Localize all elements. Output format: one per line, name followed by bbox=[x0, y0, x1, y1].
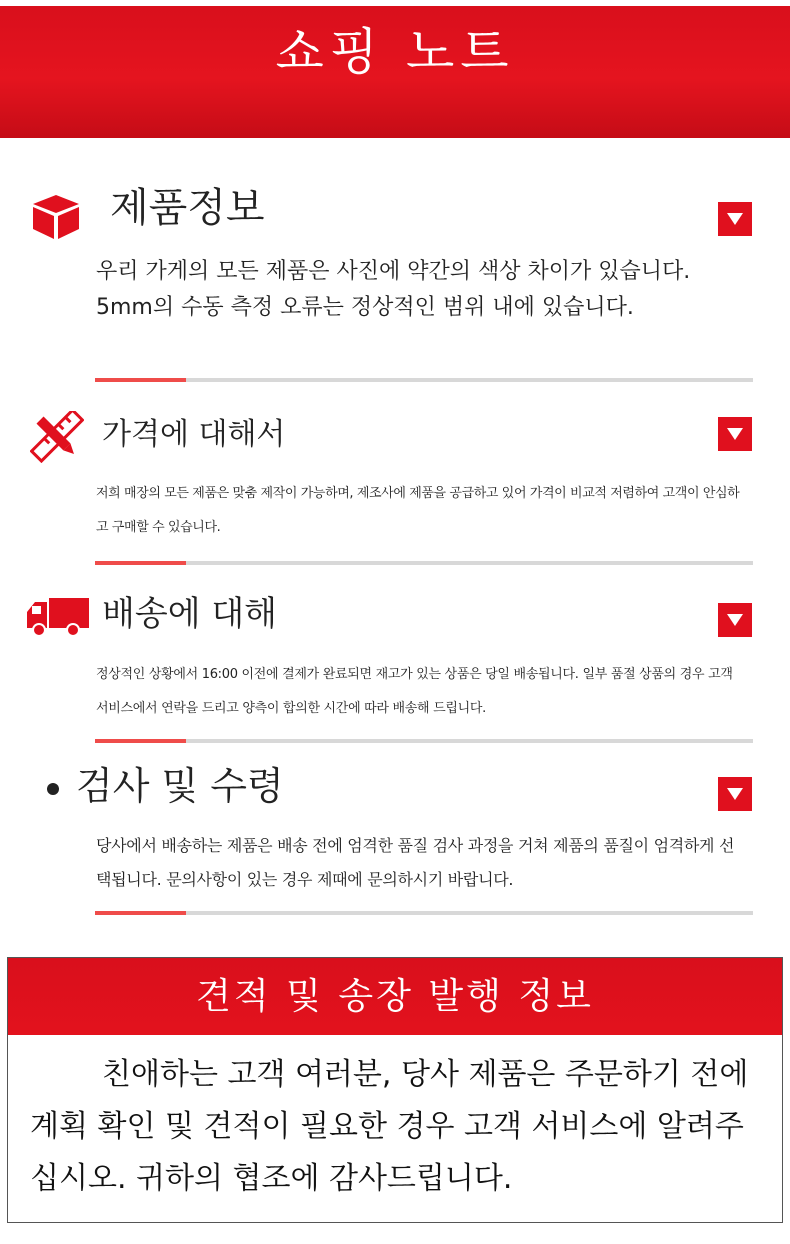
section-body: 저희 매장의 모든 제품은 맞춤 제작이 가능하며, 제조사에 제품을 공급하고 있어 가격이 비교적 저렴하여 고객이 안심하고 구매할 수 있습니다. bbox=[96, 486, 740, 535]
invoice-text bbox=[8, 1035, 782, 1205]
page-title: 쇼핑 노트 bbox=[275, 23, 515, 81]
chevron-down-icon bbox=[727, 213, 743, 225]
chevron-down-icon bbox=[727, 614, 743, 626]
section-product-info bbox=[0, 180, 790, 390]
section-title: 검사 및 수령 bbox=[76, 764, 284, 808]
chevron-down-icon bbox=[727, 788, 743, 800]
section-title: 가격에 대해서 bbox=[102, 417, 286, 452]
section-divider bbox=[95, 561, 753, 565]
expand-toggle-button[interactable] bbox=[718, 202, 752, 236]
top-banner bbox=[0, 6, 790, 138]
bullet-icon bbox=[46, 781, 60, 800]
invoice-text-content: 친애하는 고객 여러분, 당사 제품은 주문하기 전에 계획 확인 및 견적이 필요한 경우 고객 서비스에 알려주십시오. 귀하의 협조에 감사드립니다. bbox=[30, 1057, 749, 1196]
section-shipping bbox=[0, 588, 790, 748]
invoice-info-box bbox=[7, 957, 783, 1223]
section-body: 우리 가게의 모든 제품은 사진에 약간의 색상 차이가 있습니다. 5mm의 수동 측정 오류는 정상적인 범위 내에 있습니다. bbox=[96, 259, 691, 320]
section-inspection bbox=[0, 760, 790, 925]
expand-toggle-button[interactable] bbox=[718, 417, 752, 451]
section-title: 배송에 대해 bbox=[102, 594, 278, 634]
section-title: 제품정보 bbox=[110, 185, 265, 231]
expand-toggle-button[interactable] bbox=[718, 777, 752, 811]
section-price bbox=[0, 405, 790, 570]
section-divider bbox=[95, 739, 753, 743]
chevron-down-icon bbox=[727, 428, 743, 440]
cube-icon bbox=[31, 193, 81, 243]
expand-toggle-button[interactable] bbox=[718, 603, 752, 637]
section-body: 당사에서 배송하는 제품은 배송 전에 엄격한 품질 검사 과정을 거쳐 제품의 품질이 엄격하게 선택됩니다. 문의사항이 있는 경우 제때에 문의하시기 바랍니다. bbox=[96, 836, 735, 889]
invoice-title: 견적 및 송장 발행 정보 bbox=[8, 958, 782, 1035]
section-divider bbox=[95, 911, 753, 915]
section-divider bbox=[95, 378, 753, 382]
pencil-ruler-icon bbox=[30, 411, 84, 467]
truck-icon bbox=[27, 596, 89, 644]
section-body: 정상적인 상황에서 16:00 이전에 결제가 완료되면 재고가 있는 상품은 당일 배송됩니다. 일부 품절 상품의 경우 고객 서비스에서 연락을 드리고 양측이 합의한 시간에 따라 배송해 드립니다. bbox=[96, 667, 733, 716]
